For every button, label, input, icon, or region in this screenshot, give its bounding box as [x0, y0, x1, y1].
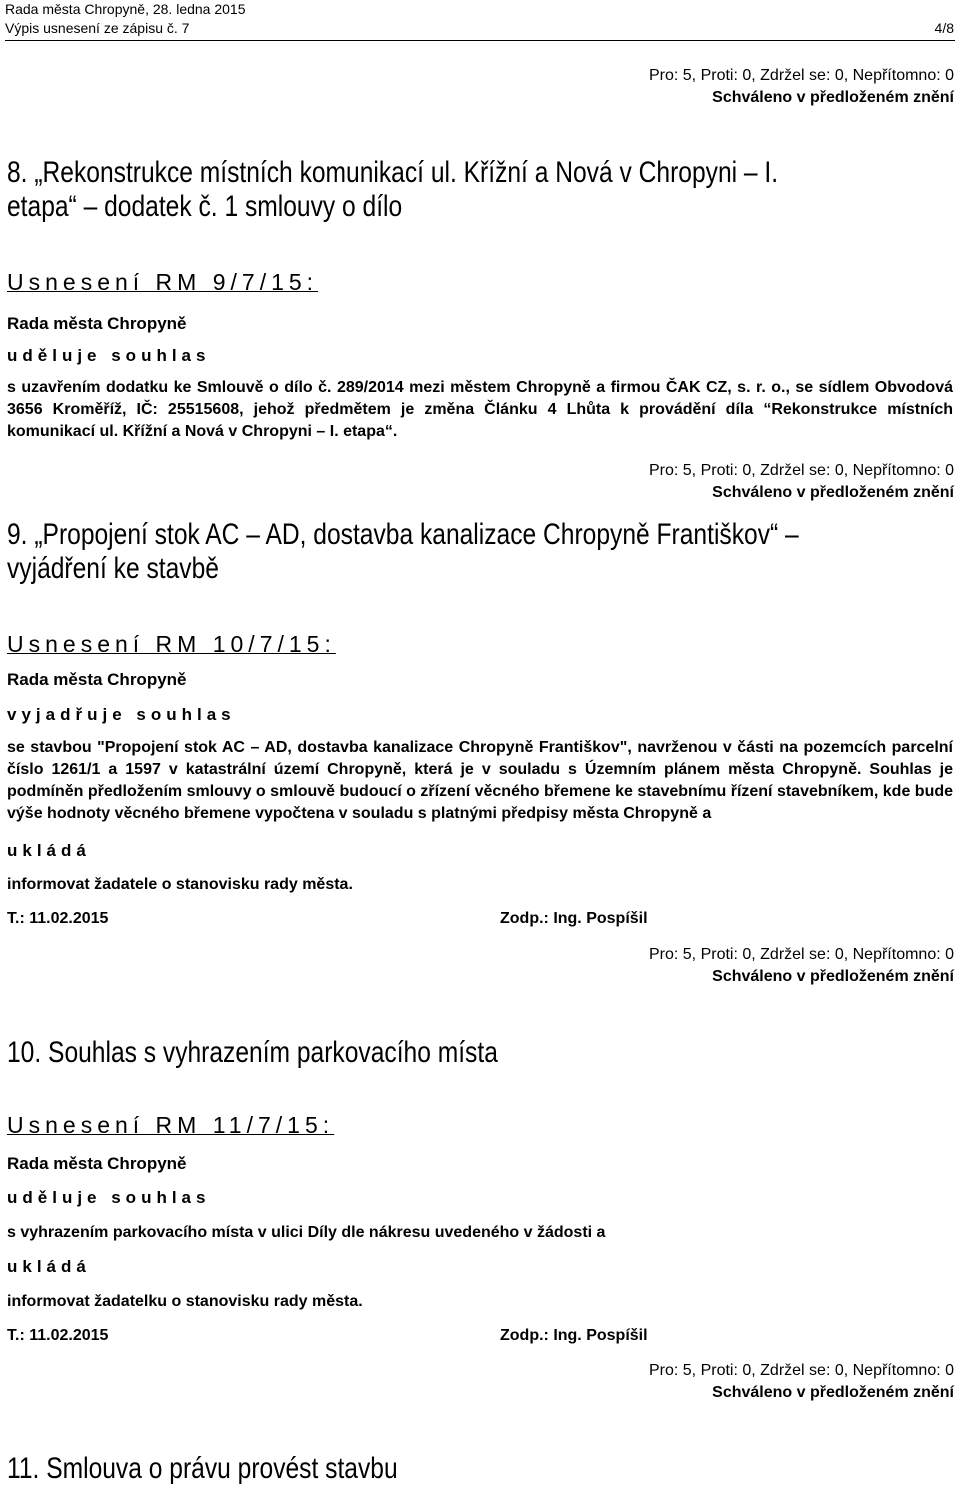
vote-result	[649, 65, 954, 109]
resolution-task: informovat žadatelku o stanovisku rady města.	[7, 1293, 363, 1310]
resolution-verb: uděluje souhlas	[7, 346, 211, 365]
header-divider	[5, 40, 955, 41]
responsible-person: Zodp.: Ing. Pospíšil	[500, 910, 648, 927]
resolution-title: Usnesení RM 11/7/15:	[7, 1112, 335, 1138]
responsible-person: Zodp.: Ing. Pospíšil	[500, 1327, 648, 1344]
header-minutes-title: Výpis usnesení ze zápisu č. 7	[5, 20, 190, 36]
resolution-title: Usnesení RM 10/7/15:	[7, 631, 336, 657]
item-heading-line: 9. „Propojení stok AC – AD, dostavba kanalizace Chropyně Františkov“ –	[7, 518, 799, 551]
resolution-text: s uzavřením dodatku ke Smlouvě o dílo č. 289/2014 mezi městem Chropyně a firmou ČAK CZ, s. r. o., se sídlem Obvodová 3656 Kroměříž, IČ: 25515608, jehož předmětem je změna Článku 4 Lhůta k provádění díla “Rekonstrukce místních komunikací ul. Křížní a Nová v Chropyni – I. etapa“.	[7, 379, 953, 440]
resolution-text: se stavbou "Propojení stok AC – AD, dostavba kanalizace Chropyně Františkov", navrženou v části na pozemcích parcelní číslo 1261/1 a 1597 v katastrální území Chropyně, která je v souladu s Územním plánem města Chropyně. Souhlas je podmíněn předložením smlouvy o smlouvě budoucí o zřízení věcného břemene ke stavebnímu řízení stavebníkem, kde bude výše hodnoty věcného břemene vypočtena v souladu s platnými předpisy města Chropyně a	[7, 739, 954, 822]
resolution-title: Usnesení RM 9/7/15:	[7, 269, 319, 295]
vote-result	[649, 1360, 954, 1404]
item-heading	[7, 1452, 950, 1486]
item-heading	[7, 156, 950, 224]
item-heading-line: etapa“ – dodatek č. 1 smlouvy o dílo	[7, 190, 403, 223]
vote-counts: Pro: 5, Proti: 0, Zdržel se: 0, Nepřítomno: 0	[648, 1362, 954, 1379]
vote-result	[649, 460, 954, 504]
vote-counts: Pro: 5, Proti: 0, Zdržel se: 0, Nepřítomno: 0	[648, 67, 954, 84]
vote-approved: Schváleno v předloženém znění	[712, 89, 954, 106]
item-heading	[7, 1036, 950, 1070]
vote-approved: Schváleno v předloženém znění	[712, 968, 954, 985]
council-name: Rada města Chropyně	[7, 1154, 187, 1173]
deadline: T.: 11.02.2015	[7, 1327, 109, 1344]
item-heading-line: 11. Smlouva o právu provést stavbu	[7, 1452, 398, 1485]
vote-counts: Pro: 5, Proti: 0, Zdržel se: 0, Nepřítomno: 0	[648, 462, 954, 479]
council-name: Rada města Chropyně	[7, 314, 187, 333]
vote-approved: Schváleno v předloženém znění	[712, 1384, 954, 1401]
page-number: 4/8	[934, 20, 954, 36]
item-heading-line: 10. Souhlas s vyhrazením parkovacího místa	[7, 1036, 498, 1069]
resolution-verb: uděluje souhlas	[7, 1188, 211, 1207]
item-heading	[7, 518, 950, 586]
resolution-verb: vyjadřuje souhlas	[7, 705, 236, 724]
vote-approved: Schváleno v předloženém znění	[712, 484, 954, 501]
resolution-verb: ukládá	[7, 841, 91, 860]
resolution-text: s vyhrazením parkovacího místa v ulici Díly dle nákresu uvedeného v žádosti a	[7, 1224, 606, 1241]
item-heading-line: vyjádření ke stavbě	[7, 552, 219, 585]
item-heading-line: 8. „Rekonstrukce místních komunikací ul. Křížní a Nová v Chropyni – I.	[7, 156, 779, 189]
council-name: Rada města Chropyně	[7, 670, 187, 689]
deadline: T.: 11.02.2015	[7, 910, 109, 927]
vote-counts: Pro: 5, Proti: 0, Zdržel se: 0, Nepřítomno: 0	[648, 946, 954, 963]
header-council-date: Rada města Chropyně, 28. ledna 2015	[5, 1, 246, 17]
resolution-task: informovat žadatele o stanovisku rady města.	[7, 876, 353, 893]
page-header	[5, 0, 246, 38]
resolution-verb: ukládá	[7, 1257, 91, 1276]
vote-result	[649, 944, 954, 988]
